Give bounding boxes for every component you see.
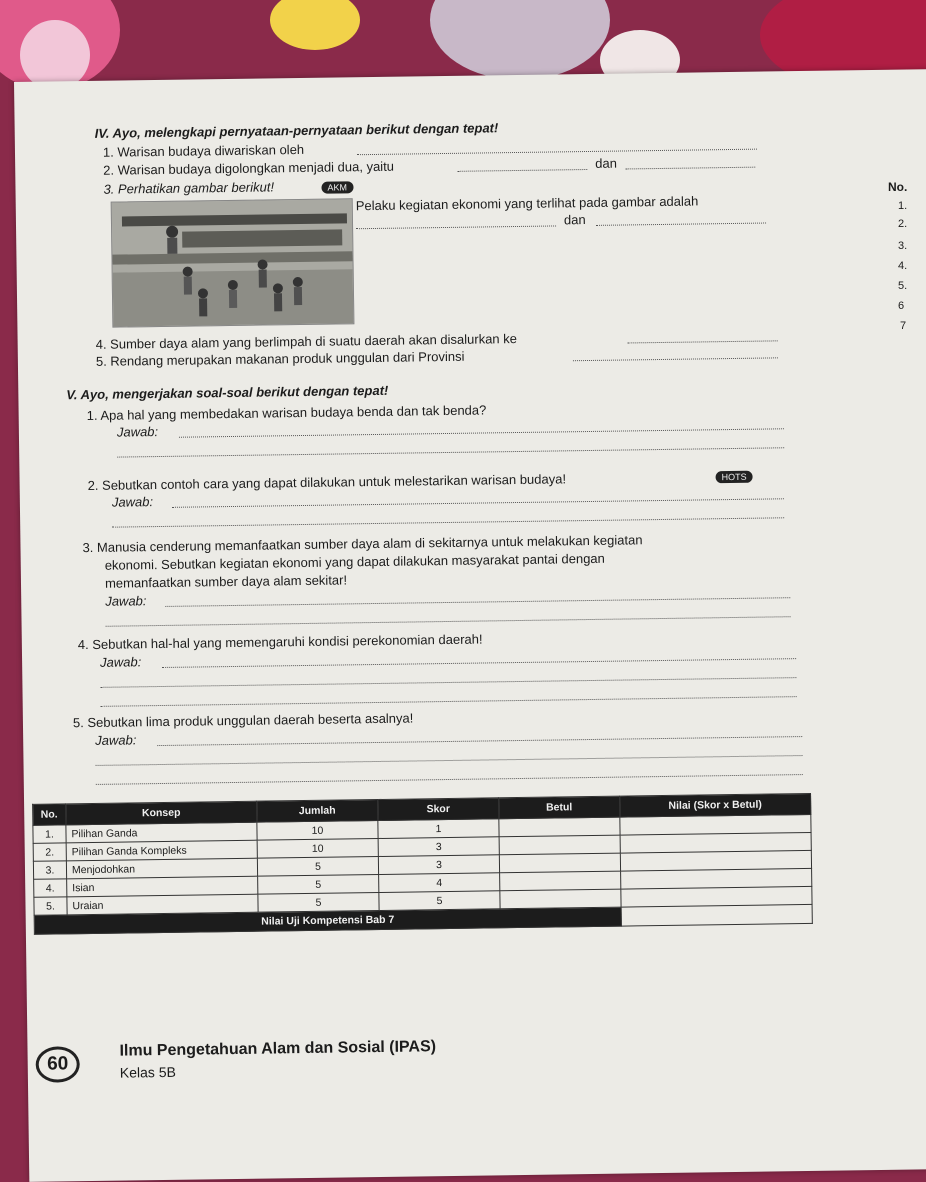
answer-line-q5c[interactable] <box>96 774 803 785</box>
question-1: 1. Apa hal yang membedakan warisan budaya benda dan tak benda? <box>86 402 487 424</box>
answer-line-q4c[interactable] <box>101 696 797 707</box>
row-1-betul-cell[interactable] <box>499 817 620 837</box>
item-4-text: 4. Sumber daya alam yang berlimpah di suatu daerah akan disalurkan ke <box>95 331 518 352</box>
answer-line-q1b[interactable] <box>117 447 784 457</box>
score-table-footer: Nilai Uji Kompetensi Bab 7 <box>34 907 621 934</box>
item-3-question: Pelaku kegiatan ekonomi yang terlihat pada gambar adalah <box>355 193 699 214</box>
score-table-wrap <box>32 793 813 935</box>
row-3-jumlah: 5 <box>257 856 378 876</box>
row-5-skor: 5 <box>379 891 500 911</box>
right-page-number-1: 1. <box>898 200 908 212</box>
question-5: 5. Sebutkan lima produk unggulan daerah beserta asalnya! <box>72 710 414 731</box>
row-1-jumlah: 10 <box>257 820 378 840</box>
question-2-jawab: Jawab: <box>111 494 154 510</box>
header-no: No. <box>33 804 66 825</box>
answer-line-q1a[interactable] <box>179 428 784 437</box>
question-3-jawab: Jawab: <box>105 593 147 609</box>
row-4-no: 4. <box>34 879 67 897</box>
right-page-number-4: 4. <box>898 260 908 272</box>
right-page-header: No. <box>888 180 908 194</box>
row-2-no: 2. <box>33 843 66 861</box>
question-4-jawab: Jawab: <box>100 654 142 670</box>
row-4-skor: 4 <box>379 873 500 893</box>
answer-line-q5b[interactable] <box>96 755 803 766</box>
answer-line-item-2b[interactable] <box>625 167 755 170</box>
right-page-number-5: 5. <box>898 280 908 292</box>
question-3-line-3: memanfaatkan sumber daya alam sekitar! <box>104 572 348 591</box>
akm-badge: AKM <box>321 181 353 193</box>
row-4-jumlah: 5 <box>258 874 379 894</box>
fabric-flower-center <box>20 20 90 90</box>
fabric-flower-gray <box>430 0 610 80</box>
row-5-jumlah: 5 <box>258 892 379 912</box>
row-1-skor: 1 <box>378 819 499 839</box>
question-2: 2. Sebutkan contoh cara yang dapat dilakukan untuk melestarikan warisan budaya! <box>87 471 567 494</box>
answer-line-item-3a[interactable] <box>356 225 556 229</box>
grade-label: Kelas 5B <box>119 1063 176 1081</box>
row-3-betul-cell[interactable] <box>499 853 620 873</box>
question-1-jawab: Jawab: <box>116 424 159 440</box>
row-5-betul-cell[interactable] <box>500 889 621 909</box>
answer-line-item-2a[interactable] <box>457 169 587 172</box>
answer-line-item-3b[interactable] <box>596 223 766 226</box>
question-3-line-1: 3. Manusia cenderung memanfaatkan sumber daya alam di sekitarnya untuk melakukan kegiatan <box>82 532 643 556</box>
header-betul: Betul <box>499 796 620 819</box>
item-2-dan: dan <box>595 155 617 171</box>
item-3-dan: dan <box>563 212 586 228</box>
book-title: Ilmu Pengetahuan Alam dan Sosial (IPAS) <box>119 1038 437 1060</box>
right-page-number-7: 7 <box>900 320 907 332</box>
final-score-cell[interactable] <box>621 904 812 926</box>
row-2-skor: 3 <box>378 837 499 857</box>
row-5-konsep: Uraian <box>67 894 258 915</box>
fabric-flower-yellow <box>270 0 360 50</box>
worksheet-page <box>14 69 926 1182</box>
item-1-text: 1. Warisan budaya diwariskan oleh <box>102 141 305 160</box>
question-4: 4. Sebutkan hal-hal yang memengaruhi kondisi perekonomian daerah! <box>77 631 483 653</box>
row-2-jumlah: 10 <box>257 838 378 858</box>
item-3-text: 3. Perhatikan gambar berikut! <box>103 179 275 197</box>
row-1-no: 1. <box>33 825 66 843</box>
answer-line-q4a[interactable] <box>162 658 796 668</box>
header-skor: Skor <box>378 798 499 821</box>
answer-line-q2a[interactable] <box>172 498 784 508</box>
question-3-line-2: ekonomi. Sebutkan kegiatan ekonomi yang dapat dilakukan masyarakat pantai dengan <box>104 550 605 573</box>
row-3-no: 3. <box>33 861 66 879</box>
answer-line-q3b[interactable] <box>106 616 791 627</box>
answer-line-q5a[interactable] <box>157 736 802 746</box>
row-2-konsep: Pilihan Ganda Kompleks <box>66 840 257 861</box>
market-photo-drawing <box>112 199 354 326</box>
answer-line-q2b[interactable] <box>112 517 784 527</box>
score-table <box>32 793 813 935</box>
question-5-jawab: Jawab: <box>95 732 137 748</box>
hots-badge: HOTS <box>716 471 753 484</box>
header-jumlah: Jumlah <box>257 799 378 822</box>
section-iv-title: IV. Ayo, melengkapi pernyataan-pernyataan berikut dengan tepat! <box>94 120 499 141</box>
right-page-number-6: 6 <box>898 300 905 312</box>
page-number: 60 <box>35 1046 79 1083</box>
answer-line-item-1[interactable] <box>357 149 757 156</box>
row-4-betul-cell[interactable] <box>500 871 621 891</box>
answer-line-item-4[interactable] <box>628 340 778 343</box>
row-4-konsep: Isian <box>67 876 258 897</box>
right-page-number-2: 2. <box>898 218 908 230</box>
row-3-konsep: Menjodohkan <box>66 858 257 879</box>
right-page-number-3: 3. <box>898 240 908 252</box>
answer-line-q4b[interactable] <box>100 677 796 688</box>
answer-line-item-5[interactable] <box>573 357 778 361</box>
section-v-title: V. Ayo, mengerjakan soal-soal berikut dengan tepat! <box>66 382 389 403</box>
hots-badge-wrap <box>709 468 752 487</box>
akm-badge-wrap <box>315 178 353 197</box>
item-2-text: 2. Warisan budaya digolongkan menjadi dua, yaitu <box>103 158 395 178</box>
row-3-skor: 3 <box>378 855 499 875</box>
row-1-konsep: Pilihan Ganda <box>66 822 257 843</box>
market-photo <box>111 198 355 327</box>
row-2-betul-cell[interactable] <box>499 835 620 855</box>
header-konsep: Konsep <box>66 801 257 825</box>
item-5-text: 5. Rendang merupakan makanan produk unggulan dari Provinsi <box>95 348 465 369</box>
header-nilai: Nilai (Skor x Betul) <box>620 793 811 817</box>
answer-line-q3a[interactable] <box>165 597 790 607</box>
row-5-no: 5. <box>34 897 67 915</box>
